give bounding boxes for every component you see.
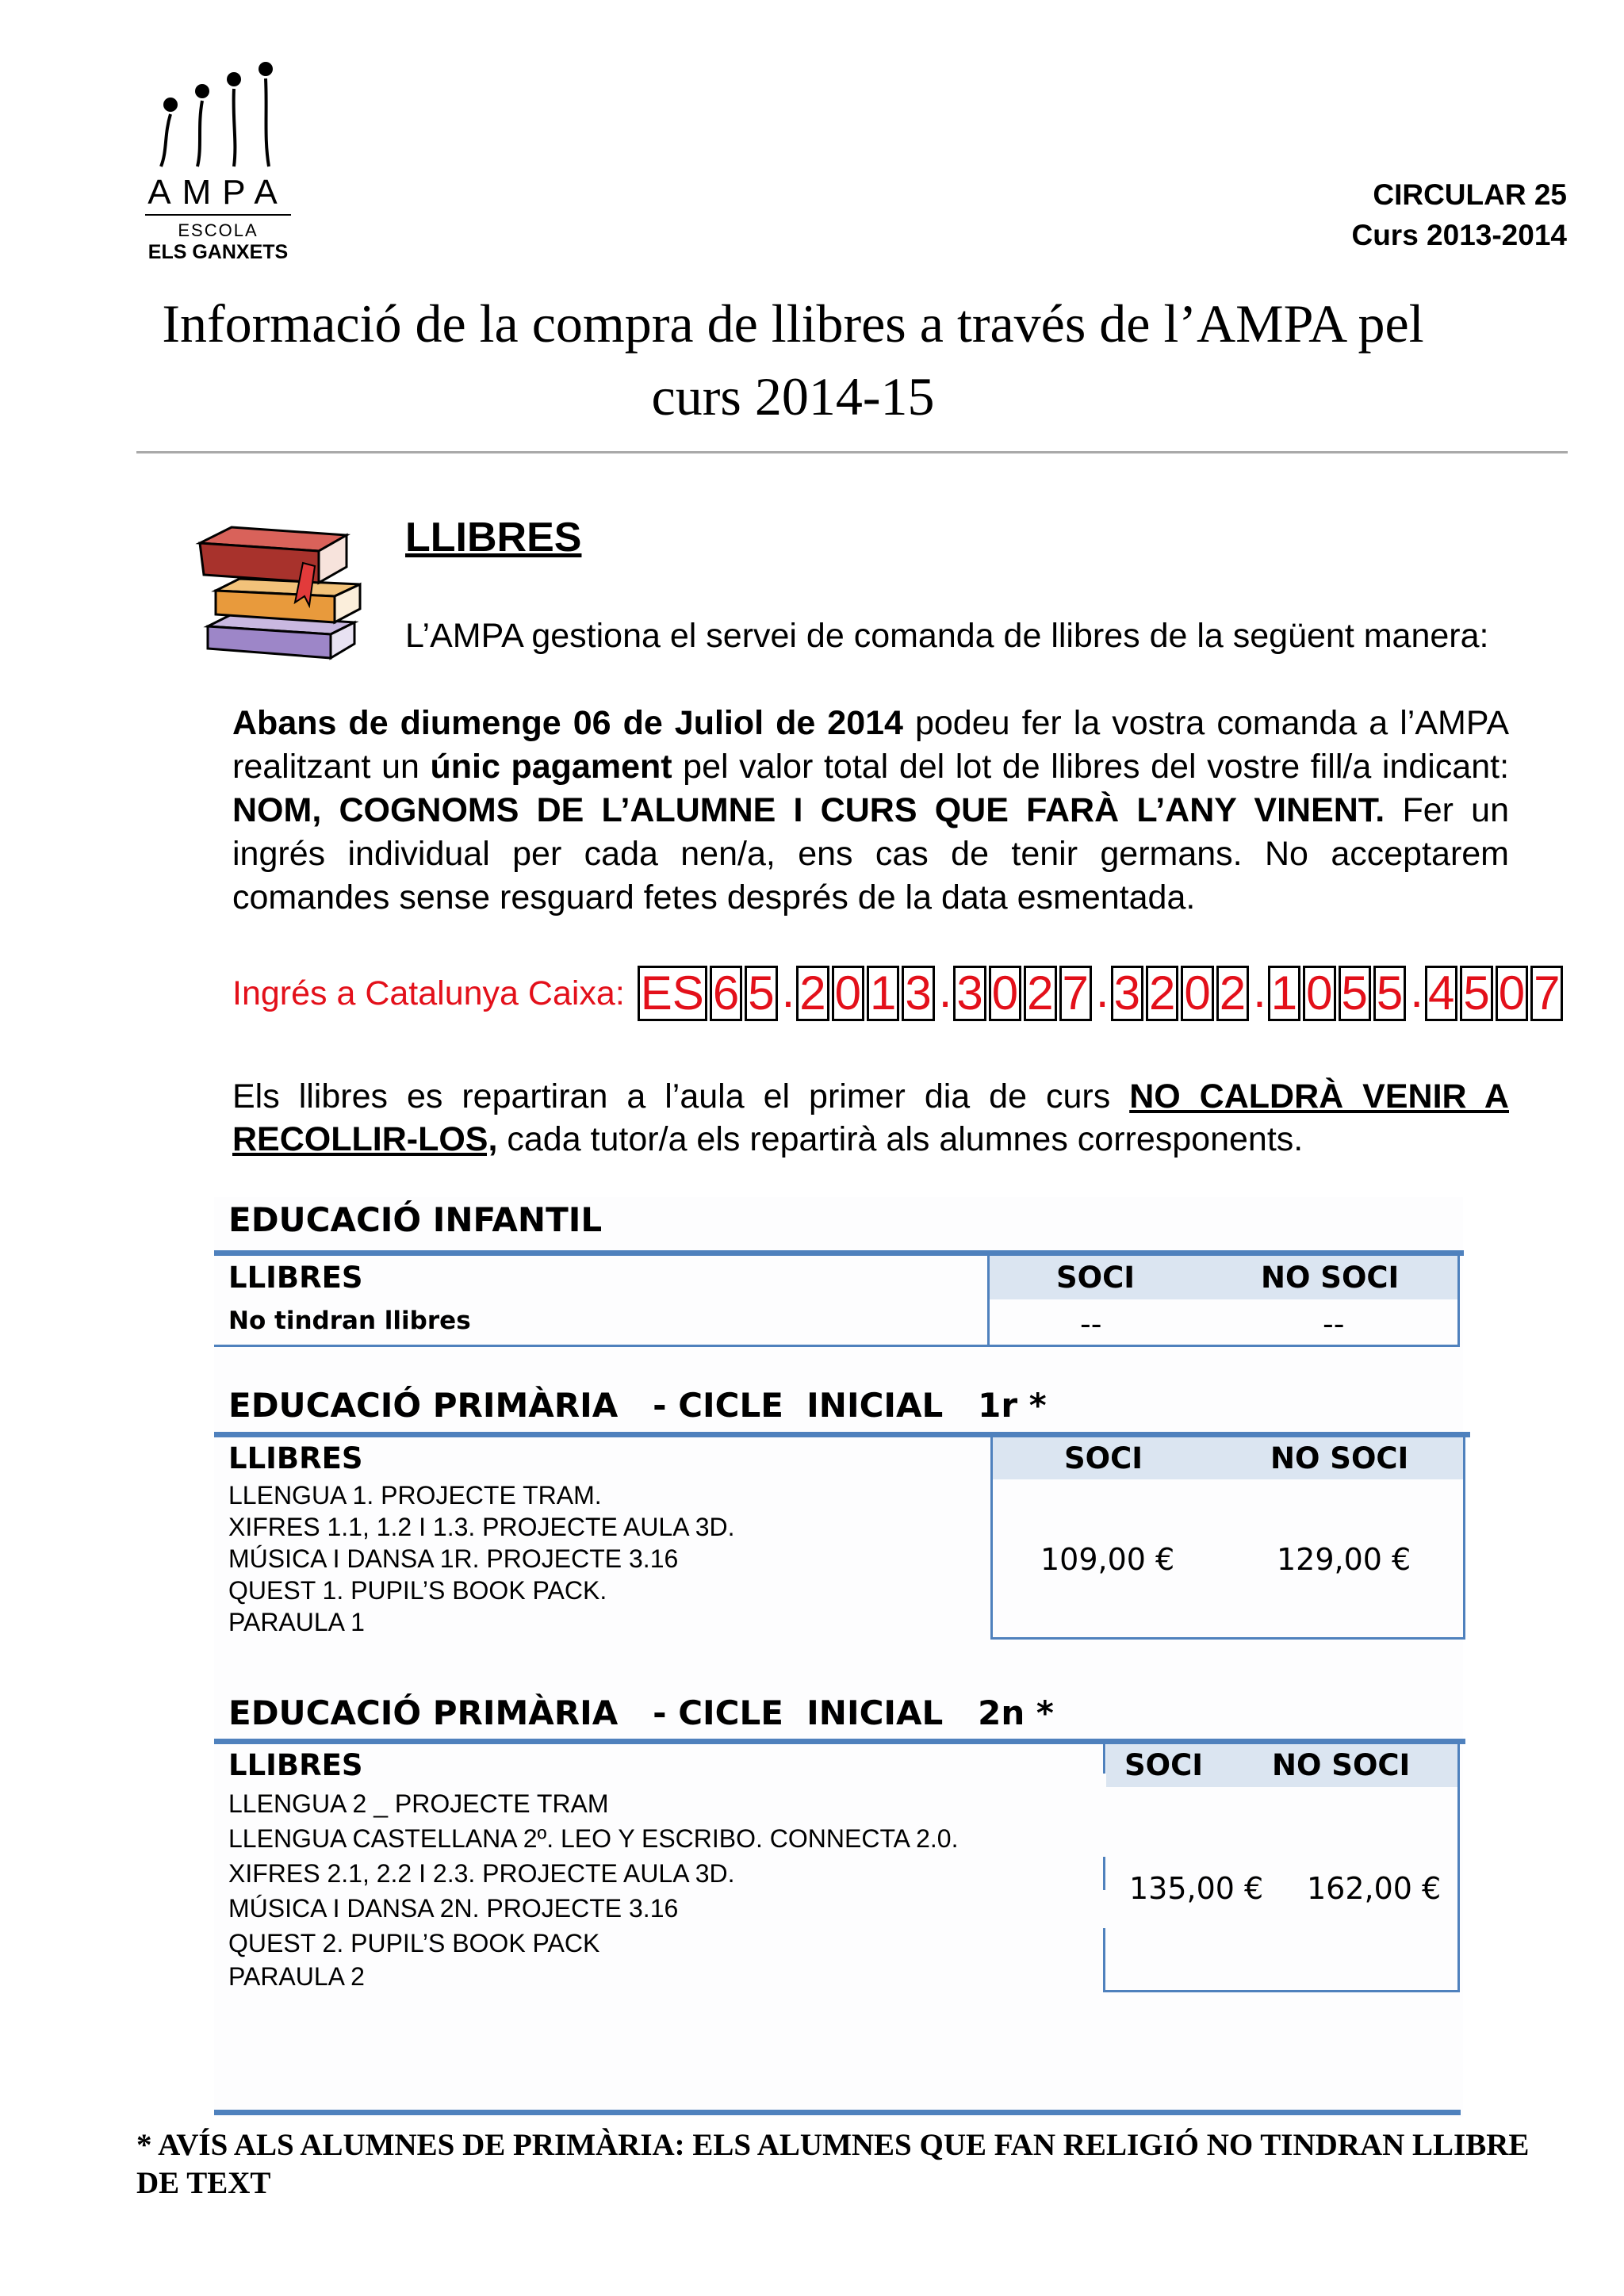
table-infantil-item: No tindran llibres <box>228 1307 471 1335</box>
title-line-2: curs 2014-15 <box>651 366 935 427</box>
delivery-emphasis: NO CALDRÀ VENIR A RECOLLIR-LOS, <box>232 1077 1509 1158</box>
logo-school-name: ELS GANXETS <box>147 241 289 263</box>
iban-separator: . <box>781 964 795 1017</box>
iban-box: 3 <box>953 966 986 1021</box>
iban-box: 6 <box>710 966 742 1021</box>
logo-divider <box>145 214 291 216</box>
table-primaria-1r-divider <box>990 1437 993 1640</box>
iban-box: ES <box>638 966 707 1021</box>
table-primaria-2n-divider <box>1103 1857 1105 1890</box>
table-infantil-nosoci-price: -- <box>1323 1307 1345 1341</box>
iban-box: 1 <box>1268 966 1300 1021</box>
table-primaria-1r-right-border <box>1463 1437 1465 1640</box>
books-stack-icon <box>184 507 374 674</box>
iban-separator: . <box>1410 964 1423 1017</box>
iban-number <box>638 966 1566 1021</box>
iban-box: 0 <box>1181 966 1213 1021</box>
title-divider <box>136 451 1568 453</box>
table-primaria-2n-col-soci: SOCI <box>1124 1748 1204 1782</box>
table-primaria-2n-nosoci-price: 162,00 € <box>1307 1871 1442 1906</box>
order-text-1: podeu fer la vostra comanda a l’AMPA realitzant un <box>232 704 1509 786</box>
order-deadline: Abans de diumenge 06 de Juliol de 2014 <box>232 704 903 742</box>
iban-box: 5 <box>1373 966 1406 1021</box>
table-primaria-1r-col-soci: SOCI <box>1064 1441 1143 1475</box>
table-infantil-bottom-border <box>214 1345 1460 1347</box>
table-infantil-heading: EDUCACIÓ INFANTIL <box>228 1200 603 1239</box>
required-info: NOM, COGNOMS DE L’ALUMNE I CURS QUE FARÀ L’ANY VINENT. <box>232 791 1385 829</box>
table-primaria-2n-soci-price: 135,00 € <box>1129 1871 1264 1906</box>
table-infantil-divider <box>987 1256 990 1346</box>
logo-ampa-text: AMPA <box>147 173 289 212</box>
table-primaria-1r-soci-price: 109,00 € <box>1040 1542 1175 1577</box>
circular-course: Curs 2013-2014 <box>1351 219 1567 251</box>
iban-box: 0 <box>832 966 864 1021</box>
table-primaria-2n-item: PARAULA 2 <box>228 1962 365 1991</box>
delivery-text-1: Els llibres es repartiran a l’aula el primer dia de curs <box>232 1077 1130 1115</box>
iban-box: 3 <box>1111 966 1143 1021</box>
iban-box: 2 <box>1024 966 1056 1021</box>
table-primaria-1r-top-bar <box>214 1432 1470 1437</box>
iban-box: 0 <box>1303 966 1335 1021</box>
section-heading: LLIBRES <box>405 515 582 561</box>
iban-box: 7 <box>1059 966 1092 1021</box>
table-primaria-1r-item: MÚSICA I DANSA 1R. PROJECTE 3.16 <box>228 1544 679 1573</box>
table-primaria-1r-col-nosoci: NO SOCI <box>1270 1441 1409 1475</box>
table-primaria-2n-bottom-border <box>1103 1990 1460 1992</box>
circular-info <box>1351 174 1567 255</box>
iban-box: 5 <box>745 966 777 1021</box>
table-primaria-1r-bottom-border <box>990 1637 1465 1640</box>
table-primaria-2n-divider <box>1103 1928 1105 1992</box>
table-infantil-col-soci: SOCI <box>1056 1261 1136 1295</box>
table-primaria-1r-item: XIFRES 1.1, 1.2 I 1.3. PROJECTE AULA 3D. <box>228 1513 735 1541</box>
ampa-logo <box>139 55 297 270</box>
table-primaria-2n-divider <box>1103 1744 1105 1774</box>
bank-label: Ingrés a Catalunya Caixa: <box>232 974 625 1012</box>
table-primaria-2n-item: MÚSICA I DANSA 2N. PROJECTE 3.16 <box>228 1894 679 1923</box>
iban-box: 1 <box>867 966 899 1021</box>
table-primaria-1r-item: PARAULA 1 <box>228 1608 365 1636</box>
iban-box: 2 <box>796 966 829 1021</box>
iban-box: 5 <box>1460 966 1492 1021</box>
order-instructions <box>232 702 1509 920</box>
table-primaria-1r-nosoci-price: 129,00 € <box>1277 1542 1411 1577</box>
iban-box: 3 <box>902 966 934 1021</box>
single-payment: únic pagament <box>430 748 672 786</box>
iban-separator: . <box>1095 964 1109 1017</box>
iban-box: 7 <box>1530 966 1563 1021</box>
title-line-1: Informació de la compra de llibres a través de l’AMPA pel <box>162 293 1424 354</box>
table-infantil-col-books: LLIBRES <box>228 1261 363 1295</box>
books-illustration <box>184 507 374 674</box>
tables-bottom-bar <box>214 2110 1461 2115</box>
iban-box: 5 <box>1339 966 1371 1021</box>
figures-logo-icon <box>139 55 297 174</box>
table-primaria-2n-top-bar <box>214 1739 1465 1744</box>
table-primaria-1r-col-books: LLIBRES <box>228 1441 363 1475</box>
intro-text: L’AMPA gestiona el servei de comanda de llibres de la següent manera: <box>405 617 1489 655</box>
religion-notice: * AVÍS ALS ALUMNES DE PRIMÀRIA: ELS ALUMNES QUE FAN RELIGIÓ NO TINDRAN LLIBRE DE TEXT <box>136 2128 1530 2200</box>
table-primaria-2n-item: LLENGUA CASTELLANA 2º. LEO Y ESCRIBO. CONNECTA 2.0. <box>228 1824 959 1853</box>
table-infantil-col-nosoci: NO SOCI <box>1261 1261 1400 1295</box>
order-text-3: Fer un ingrés individual per cada nen/a, ens cas de tenir germans. No acceptarem comandes sense resguard fetes després de la data esmentada. <box>232 791 1509 916</box>
delivery-text-2: cada tutor/a els repartirà als alumnes corresponents. <box>497 1120 1304 1158</box>
iban-box: 2 <box>1146 966 1178 1021</box>
logo-escola-text: ESCOLA <box>178 220 259 240</box>
table-infantil-top-bar <box>214 1250 1464 1256</box>
bank-account-row <box>232 964 1565 1020</box>
table-infantil-soci-price: -- <box>1080 1307 1102 1341</box>
table-primaria-2n-right-border <box>1457 1744 1460 1992</box>
table-primaria-1r-item: LLENGUA 1. PROJECTE TRAM. <box>228 1481 602 1510</box>
table-primaria-2n-item: LLENGUA 2 _ PROJECTE TRAM <box>228 1789 609 1818</box>
table-primaria-2n-heading: EDUCACIÓ PRIMÀRIA - CICLE INICIAL 2n * <box>228 1693 1054 1732</box>
page-title <box>119 287 1467 433</box>
table-primaria-2n-col-nosoci: NO SOCI <box>1272 1748 1411 1782</box>
table-primaria-1r-heading: EDUCACIÓ PRIMÀRIA - CICLE INICIAL 1r * <box>228 1386 1047 1425</box>
table-primaria-1r-items <box>228 1479 734 1638</box>
iban-box: 4 <box>1425 966 1457 1021</box>
table-primaria-2n-items <box>228 1786 958 1992</box>
order-text-2: pel valor total del lot de llibres del vostre fill/a indicant: <box>672 748 1510 786</box>
table-primaria-2n-item: XIFRES 2.1, 2.2 I 2.3. PROJECTE AULA 3D. <box>228 1859 735 1888</box>
iban-box: 0 <box>1496 966 1528 1021</box>
table-infantil-right-border <box>1457 1256 1460 1346</box>
circular-number: CIRCULAR 25 <box>1373 178 1567 211</box>
iban-separator: . <box>938 964 952 1017</box>
table-primaria-2n-item: QUEST 2. PUPIL’S BOOK PACK <box>228 1929 600 1957</box>
delivery-info <box>232 1075 1509 1161</box>
table-primaria-1r-item: QUEST 1. PUPIL’S BOOK PACK. <box>228 1576 607 1605</box>
iban-separator: . <box>1253 964 1266 1017</box>
table-primaria-2n-col-books: LLIBRES <box>228 1748 363 1782</box>
iban-box: 2 <box>1216 966 1249 1021</box>
iban-box: 0 <box>989 966 1021 1021</box>
